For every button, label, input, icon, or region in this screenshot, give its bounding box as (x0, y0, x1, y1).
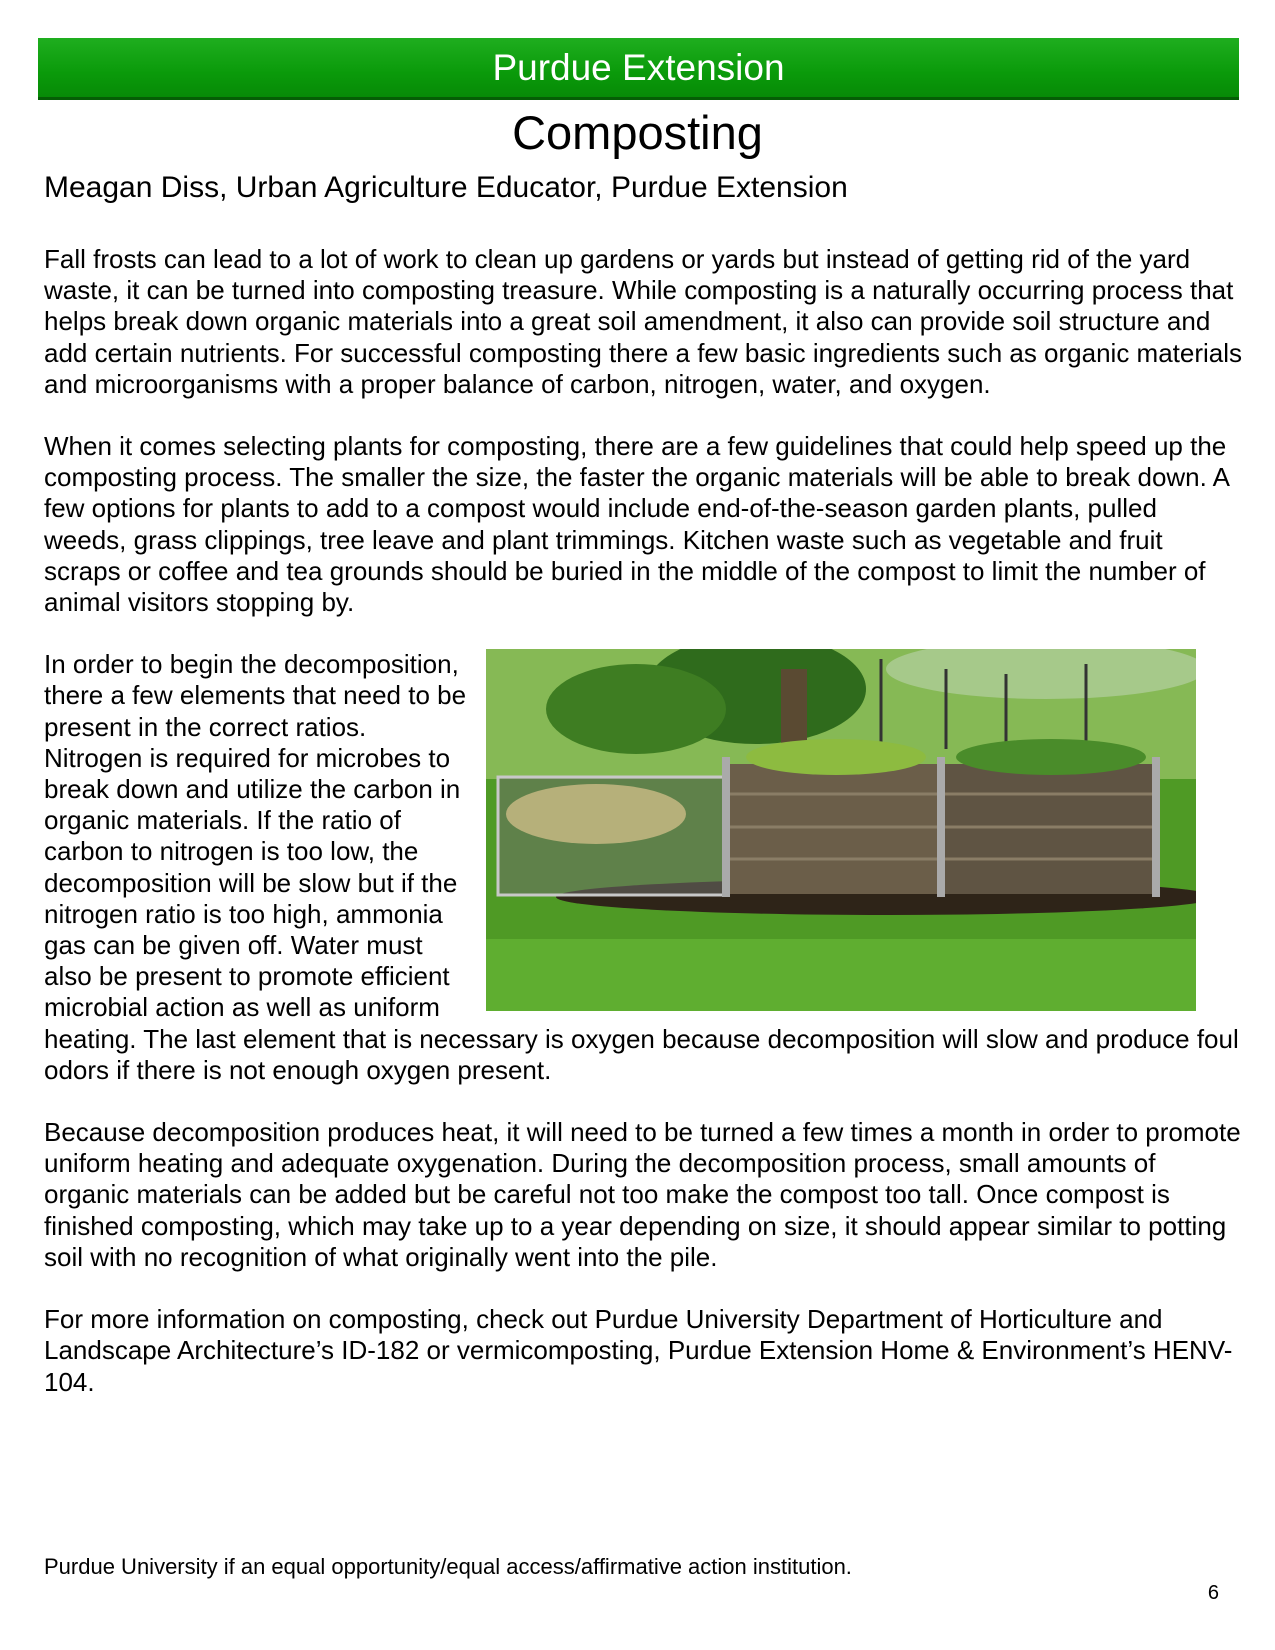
article-body (44, 244, 1244, 1429)
paragraph-more-info: For more information on composting, check out Purdue University Department of Horticulture and Landscape Architecture’s ID-182 or vermicomposting, Purdue Extension Home & Environment’s HENV-104. (44, 1304, 1233, 1397)
compost-bins-illustration (486, 649, 1196, 1011)
header-banner: Purdue Extension (38, 38, 1239, 100)
paragraph-plant-selection: When it comes selecting plants for composting, there are a few guidelines that could help speed up the composting process. The smaller the size, the faster the organic materials will be able to break down. A few options for plants to add to a compost would include end-of-the-season garden plants, pulled weeds, grass clippings, tree leave and plant trimmings. Kitchen waste such as vegetable and fruit scraps or coffee and tea grounds should be buried in the middle of the compost to limit the number of animal visitors stopping by. (44, 431, 1229, 618)
page-number: 6 (1207, 1582, 1219, 1604)
paragraph-turning: Because decomposition produces heat, it will need to be turned a few times a month in order to promote uniform heating and adequate oxygenation. During the decomposition process, small amounts of organic materials can be added but be careful not too make the compost too tall. Once compost is finished composting, which may take up to a year depending on size, it should appear similar to potting soil with no recognition of what originally went into the pile. (44, 1117, 1241, 1272)
paragraph-ratios: In order to begin the decomposition, there a few elements that need to be present in the correct ratios. Nitrogen is required for microbes to break down and utilize the carbon in organic materials. If the ratio of carbon to nitrogen is too low, the decomposition will be slow but if the nitrogen ratio is too high, ammonia gas can be given off. Water must also be present to promote efficient microbial action as well as uniform heating. The last element that is necessary is oxygen because decomposition will slow and produce foul odors if there is not enough oxygen present. (44, 649, 1239, 1085)
author-line: Meagan Diss, Urban Agriculture Educator, Purdue Extension (44, 171, 848, 204)
paragraph-intro: Fall frosts can lead to a lot of work to clean up gardens or yards but instead of getting rid of the yard waste, it can be turned into composting treasure. While composting is a naturally occurring process that helps break down organic materials into a great soil amendment, it also can provide soil structure and add certain nutrients. For successful composting there a few basic ingredients such as organic materials and microorganisms with a proper balance of carbon, nitrogen, water, and oxygen. (44, 244, 1243, 399)
compost-bins-photo (486, 649, 1196, 1011)
page-title: Composting (512, 106, 763, 159)
equal-opportunity-statement: Purdue University if an equal opportunity/equal access/affirmative action institution. (44, 1554, 852, 1579)
